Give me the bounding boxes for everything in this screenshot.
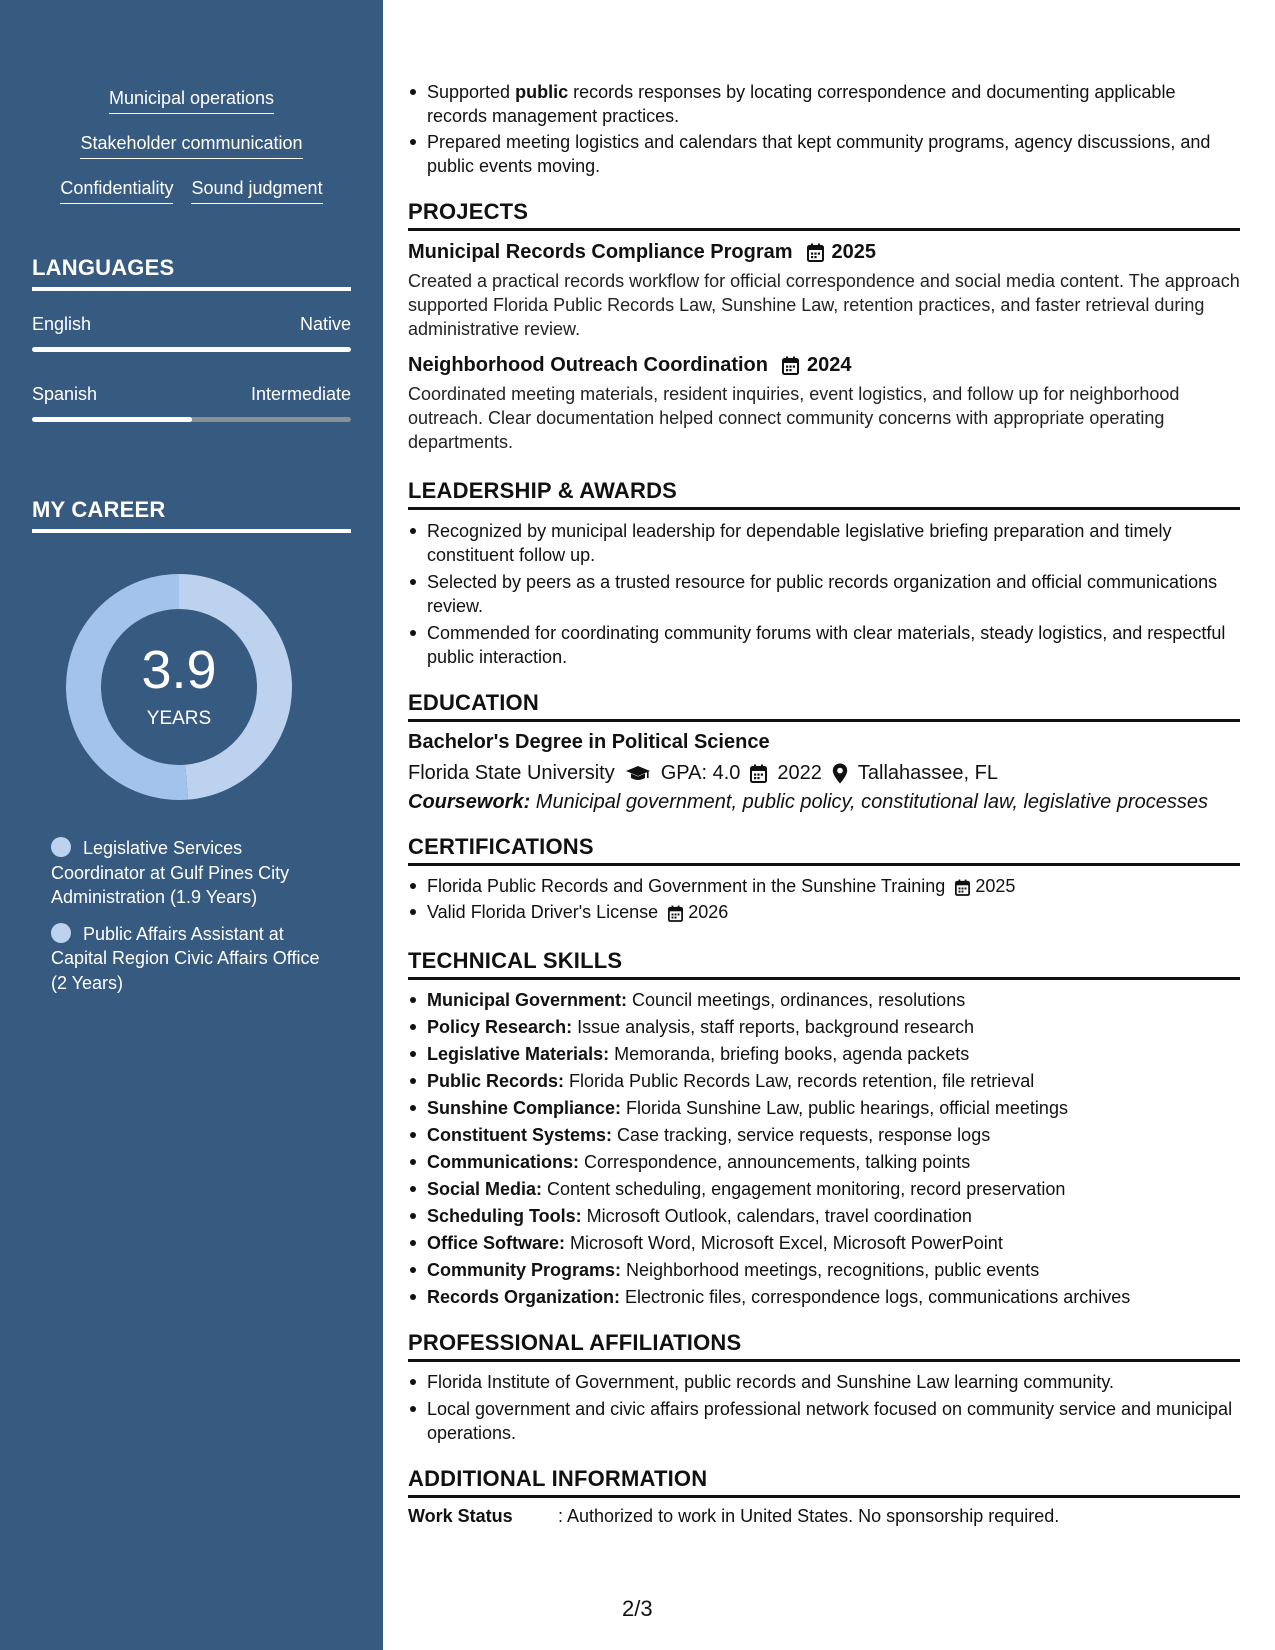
technical-skill-label: Constituent Systems: (427, 1125, 613, 1145)
technical-skill-label: Records Organization: (427, 1287, 621, 1307)
additional-info-section (408, 1466, 1240, 1527)
education-section (408, 690, 1240, 814)
technical-skill-item (408, 1258, 1240, 1282)
projects-section (408, 199, 1240, 454)
technical-skill-item (408, 988, 1240, 1012)
career-item-text: Legislative Services Coordinator at Gulf Pines City Administration (1.9 Years) (51, 838, 290, 907)
technical-skill-item (408, 1096, 1240, 1120)
technical-skill-item (408, 1123, 1240, 1147)
career-item (51, 836, 321, 910)
technical-skill-value: Florida Sunshine Law, public hearings, official meetings (621, 1098, 1068, 1118)
technical-skill-item (408, 1042, 1240, 1066)
technical-skill-value: Issue analysis, staff reports, background research (572, 1017, 974, 1037)
technical-skill-value: Council meetings, ordinances, resolutions (627, 990, 966, 1010)
technical-skill-label: Social Media: (427, 1179, 543, 1199)
coursework: Coursework: Municipal government, public policy, constitutional law, legislative processes (408, 791, 1208, 813)
skill-tag: Confidentiality (60, 176, 173, 204)
technical-skill-value: Electronic files, correspondence logs, communications archives (620, 1287, 1131, 1307)
work-status-row (408, 1506, 1240, 1527)
skill-tag: Sound judgment (191, 176, 322, 204)
project-description: Coordinated meeting materials, resident inquiries, event logistics, and follow up for neighborhood outreach. Clear documentation helped connect community concerns with appropriate operating departments. (408, 384, 1180, 452)
technical-skill-value: Content scheduling, engagement monitoring, record preservation (542, 1179, 1066, 1199)
language-name: Spanish (32, 384, 98, 404)
career-item-text: Public Affairs Assistant at Capital Region Civic Affairs Office (2 Years) (51, 923, 320, 993)
section-title: EDUCATION (408, 690, 1240, 722)
technical-skill-item (408, 1015, 1240, 1039)
sidebar (0, 0, 383, 1650)
affiliation-bullet: Local government and civic affairs professional network focused on community service and municipal operations. (408, 1397, 1240, 1445)
technical-skill-label: Scheduling Tools: (427, 1206, 582, 1226)
language-english (32, 314, 351, 352)
page-number: 2/3 (622, 1596, 653, 1621)
language-level: Intermediate (250, 384, 351, 404)
work-status-value: : Authorized to work in United States. No sponsorship required. (558, 1506, 1060, 1526)
leadership-bullet: Recognized by municipal leadership for dependable legislative briefing preparation and timely constituent follow up. (408, 519, 1240, 567)
experience-bullet: Prepared meeting logistics and calendars that kept community programs, agency discussions, and public events moving. (408, 130, 1240, 178)
section-title: TECHNICAL SKILLS (408, 948, 1240, 980)
education-details (408, 762, 1240, 785)
technical-skill-value: Neighborhood meetings, recognitions, public events (621, 1260, 1040, 1280)
languages-heading: LANGUAGES (32, 255, 351, 291)
technical-skill-label: Public Records: (427, 1071, 565, 1091)
experience-bullet: Supported public records responses by locating correspondence and documenting applicable records management practices. (408, 80, 1240, 128)
technical-skill-label: Municipal Government: (427, 990, 628, 1010)
school-name: Florida State University (408, 762, 615, 784)
technical-skill-item (408, 1177, 1240, 1201)
degree-title: Bachelor's Degree in Political Science (408, 731, 770, 753)
technical-skill-item (408, 1204, 1240, 1228)
technical-skill-label: Sunshine Compliance: (427, 1098, 622, 1118)
work-status-label: Work Status (408, 1506, 513, 1526)
graduation-cap-icon (625, 765, 651, 783)
technical-skill-value: Correspondence, announcements, talking points (579, 1152, 971, 1172)
technical-skill-label: Policy Research: (427, 1017, 573, 1037)
section-title: LEADERSHIP & AWARDS (408, 478, 1240, 510)
career-total-years: 3.9 (141, 640, 217, 700)
career-total-unit: YEARS (146, 708, 212, 729)
technical-skill-label: Community Programs: (427, 1260, 622, 1280)
career-list (51, 836, 321, 1007)
technical-skill-value: Memoranda, briefing books, agenda packets (609, 1044, 970, 1064)
career-dot-icon (51, 923, 71, 943)
technical-skill-label: Legislative Materials: (427, 1044, 610, 1064)
leadership-bullet: Commended for coordinating community forums with clear materials, steady logistics, and respectful public interaction. (408, 621, 1240, 669)
language-bar-fill (32, 417, 192, 422)
project-title: Neighborhood Outreach Coordination 2024 (408, 354, 852, 376)
technical-skills-section (408, 948, 1240, 1312)
project-title: Municipal Records Compliance Program 2025 (408, 241, 877, 263)
skill-tag: Stakeholder communication (80, 131, 302, 159)
technical-skill-value: Microsoft Outlook, calendars, travel coordination (581, 1206, 972, 1226)
career-item (51, 922, 321, 996)
leadership-bullet: Selected by peers as a trusted resource for public records organization and official communications review. (408, 570, 1240, 618)
location-pin-icon (832, 763, 848, 784)
career-heading: MY CAREER (32, 497, 351, 533)
section-title: ADDITIONAL INFORMATION (408, 1466, 1240, 1498)
skill-tags (0, 86, 383, 221)
technical-skill-item (408, 1150, 1240, 1174)
section-title: CERTIFICATIONS (408, 834, 1240, 866)
language-bar (32, 347, 351, 352)
leadership-section (408, 478, 1240, 669)
certification-item: Valid Florida Driver's License 2026 (408, 900, 1240, 924)
language-bar-fill (32, 347, 351, 352)
affiliation-bullet: Florida Institute of Government, public records and Sunshine Law learning community. (408, 1370, 1240, 1394)
language-bar (32, 417, 351, 422)
project-description: Created a practical records workflow for official correspondence and social media content. The approach supported Florida Public Records Law, Sunshine Law, retention practices, and faster retrieval during administrative review. (408, 271, 1240, 339)
technical-skill-value: Microsoft Word, Microsoft Excel, Microsoft PowerPoint (565, 1233, 1003, 1253)
section-title: PROJECTS (408, 199, 1240, 231)
technical-skill-label: Office Software: (427, 1233, 566, 1253)
technical-skill-item (408, 1285, 1240, 1309)
graduation-year: 2022 (777, 762, 822, 784)
calendar-icon (955, 879, 970, 896)
calendar-icon (782, 356, 799, 375)
certifications-section (408, 834, 1240, 924)
technical-skill-value: Florida Public Records Law, records retention, file retrieval (564, 1071, 1035, 1091)
gpa: GPA: 4.0 (660, 762, 741, 784)
calendar-icon (750, 764, 767, 783)
experience-continued (408, 80, 1240, 178)
language-level: Native (299, 314, 351, 334)
section-title: PROFESSIONAL AFFILIATIONS (408, 1330, 1240, 1362)
calendar-icon (807, 243, 824, 262)
career-dot-icon (51, 837, 71, 857)
technical-skill-value: Case tracking, service requests, response logs (612, 1125, 991, 1145)
language-name: English (32, 314, 92, 334)
technical-skill-label: Communications: (427, 1152, 580, 1172)
calendar-icon (668, 905, 683, 922)
skill-tag: Municipal operations (109, 86, 274, 114)
affiliations-section (408, 1330, 1240, 1445)
technical-skill-item (408, 1231, 1240, 1255)
school-location: Tallahassee, FL (857, 762, 998, 784)
certification-item: Florida Public Records and Government in the Sunshine Training 2025 (408, 874, 1240, 898)
language-spanish (32, 384, 351, 422)
career-donut (66, 574, 292, 800)
technical-skill-item (408, 1069, 1240, 1093)
